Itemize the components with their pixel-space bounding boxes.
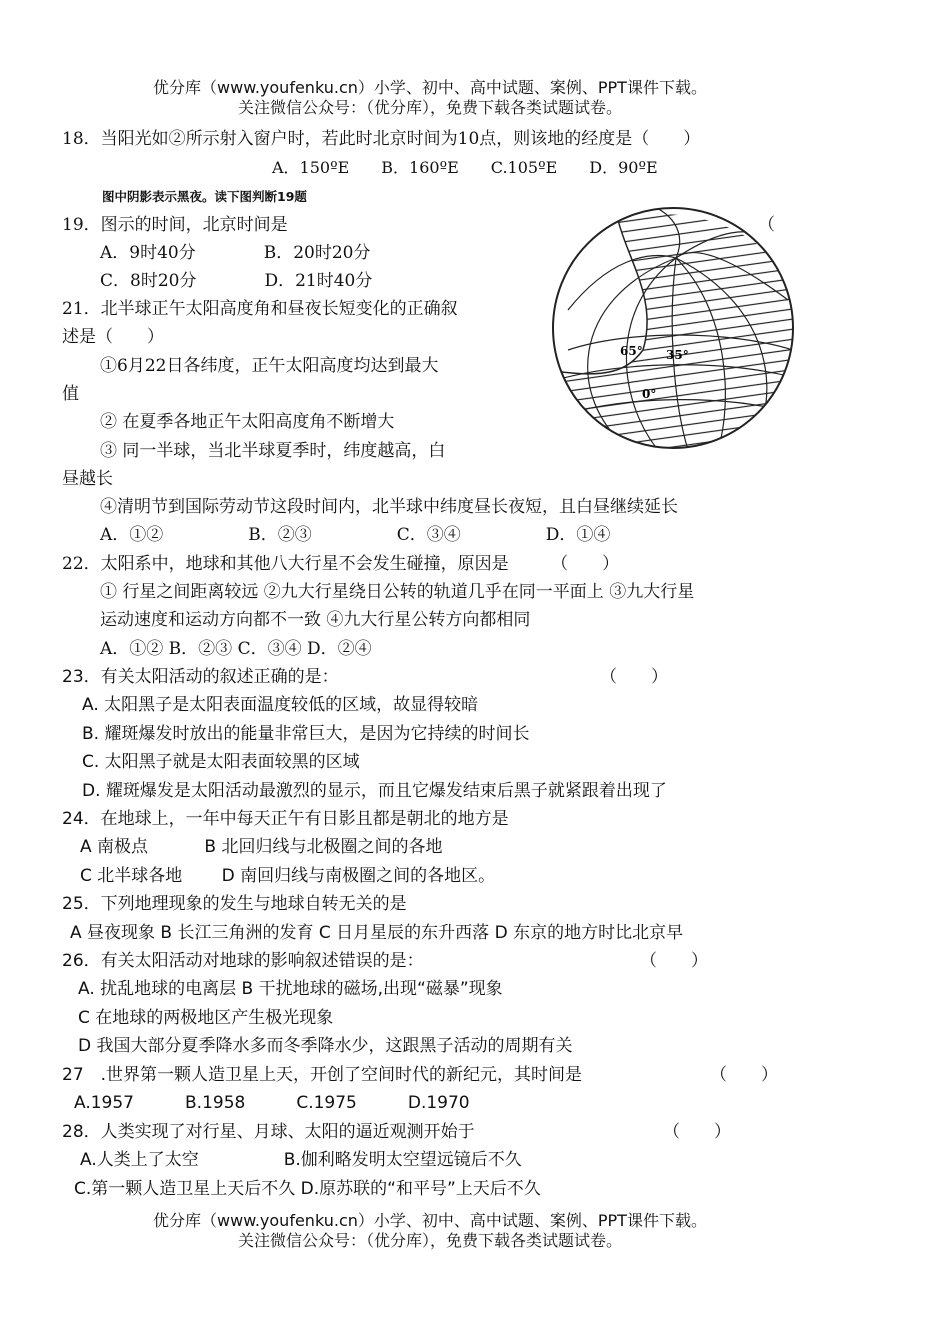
header-line-1: 优分库（www.youfenku.cn）小学、初中、高中试题、案例、PPT课件下载。 (153, 78, 707, 97)
q26-stem: 26．有关太阳活动对地球的影响叙述错误的是： (62, 951, 424, 971)
q18-options: A．150ºE B．160ºE C.105ºE D．90ºE (272, 158, 658, 177)
q21-statement-4: ④清明节到国际劳动节这段时间内，北半球中纬度昼长夜短，且白昼继续延长 (100, 497, 678, 517)
header-line-2: 关注微信公众号：（优分库），免费下载各类试题试卷。 (237, 98, 622, 117)
q21-stem-line-2: 述是（ ） (62, 327, 164, 347)
q23-option-b: B. 耀斑爆发时放出的能量非常巨大，是因为它持续的时间长 (82, 724, 530, 744)
night-shading (548, 214, 798, 452)
q27-bracket: （ ） (710, 1065, 778, 1085)
q26-options-row-2: C 在地球的两极地区产生极光现象 (78, 1008, 334, 1028)
q23-stem: 23．有关太阳活动的叙述正确的是： (62, 667, 339, 687)
q22-statements-line-2: 运动速度和运动方向都不一致 ④九大行星公转方向都相同 (100, 610, 531, 630)
q19-options-row-1: A．9时40分 B．20时20分 (100, 243, 371, 263)
q21-statement-3: ③ 同一半球，当北半球夏季时，纬度越高，白 (100, 441, 446, 461)
q22-stem: 22．太阳系中，地球和其他八大行星不会发生碰撞，原因是 （ ） (62, 554, 620, 574)
q23-bracket: （ ） (600, 667, 668, 687)
globe-figure (548, 200, 798, 452)
footer-line-2: 关注微信公众号：（优分库），免费下载各类试题试卷。 (237, 1231, 622, 1250)
q22-options: A．①② B．②③ C．③④ D．②④ (100, 639, 372, 659)
q26-options-row-1: A. 扰乱地球的电离层 B 干扰地球的磁场,出现“磁暴”现象 (78, 979, 503, 999)
q24-options-row-1: A 南极点 B 北回归线与北极圈之间的各地 (80, 837, 443, 857)
q19-stem: 19．图示的时间，北京时间是 (62, 215, 288, 235)
q28-stem: 28．人类实现了对行星、月球、太阳的逼近观测开始于 (62, 1122, 475, 1142)
q27-stem: 27 .世界第一颗人造卫星上天，开创了空间时代的新纪元，其时间是 (62, 1065, 583, 1085)
q23-option-d: D. 耀斑爆发是太阳活动最激烈的显示，而且它爆发结束后黑子就紧跟着出现了 (82, 781, 667, 801)
q19-bracket: （ (758, 215, 775, 235)
q21-options: A．①② B．②③ C．③④ D．①④ (100, 525, 611, 545)
q18-stem: 18．当阳光如②所示射入窗户时，若此时北京时间为10点，则该地的经度是（ ） (62, 129, 701, 149)
q22-statements-line-1: ① 行星之间距离较远 ②九大行星绕日公转的轨道几乎在同一平面上 ③九大行星 (100, 582, 695, 602)
q28-options-row-2: C.第一颗人造卫星上天后不久 D.原苏联的“和平号”上天后不久 (74, 1179, 541, 1199)
figure-caption: 图中阴影表示黑夜。读下图判断19题 (102, 189, 307, 204)
q28-options-row-1: A.人类上了太空 B.伽利略发明太空望远镜后不久 (80, 1150, 522, 1170)
q26-options-row-3: D 我国大部分夏季降水多而冬季降水少，这跟黑子活动的周期有关 (78, 1036, 573, 1056)
q27-options: A.1957 B.1958 C.1975 D.1970 (74, 1093, 470, 1113)
label-0: 0° (642, 387, 657, 401)
q28-bracket: （ ） (663, 1122, 731, 1142)
q23-option-c: C. 太阳黑子就是太阳表面较黑的区域 (82, 752, 360, 772)
label-35: 35° (666, 348, 689, 362)
q21-statement-1: ①6月22日各纬度，正午太阳高度均达到最大 (100, 356, 439, 376)
footer-line-1: 优分库（www.youfenku.cn）小学、初中、高中试题、案例、PPT课件下载。 (153, 1211, 707, 1230)
q25-options: A 昼夜现象 B 长江三角洲的发育 C 日月星辰的东升西落 D 东京的地方时比北京早 (70, 923, 684, 943)
q24-stem: 24．在地球上，一年中每天正午有日影且都是朝北的地方是 (62, 809, 509, 829)
q24-options-row-2: C 北半球各地 D 南回归线与南极圈之间的各地区。 (80, 866, 496, 886)
label-65: 65° (620, 344, 643, 358)
q21-statement-1-cont: 值 (62, 384, 79, 404)
q26-bracket: （ ） (640, 951, 708, 971)
q23-option-a: A. 太阳黑子是太阳表面温度较低的区域，故显得较暗 (82, 695, 479, 715)
q19-options-row-2: C．8时20分 D．21时40分 (100, 271, 373, 291)
q21-statement-2: ② 在夏季各地正午太阳高度角不断增大 (100, 412, 395, 432)
q21-statement-3-cont: 昼越长 (62, 469, 113, 489)
q25-stem: 25．下列地理现象的发生与地球自转无关的是 (62, 894, 407, 914)
q21-stem-line-1: 21．北半球正午太阳高度角和昼夜长短变化的正确叙 (62, 299, 458, 319)
